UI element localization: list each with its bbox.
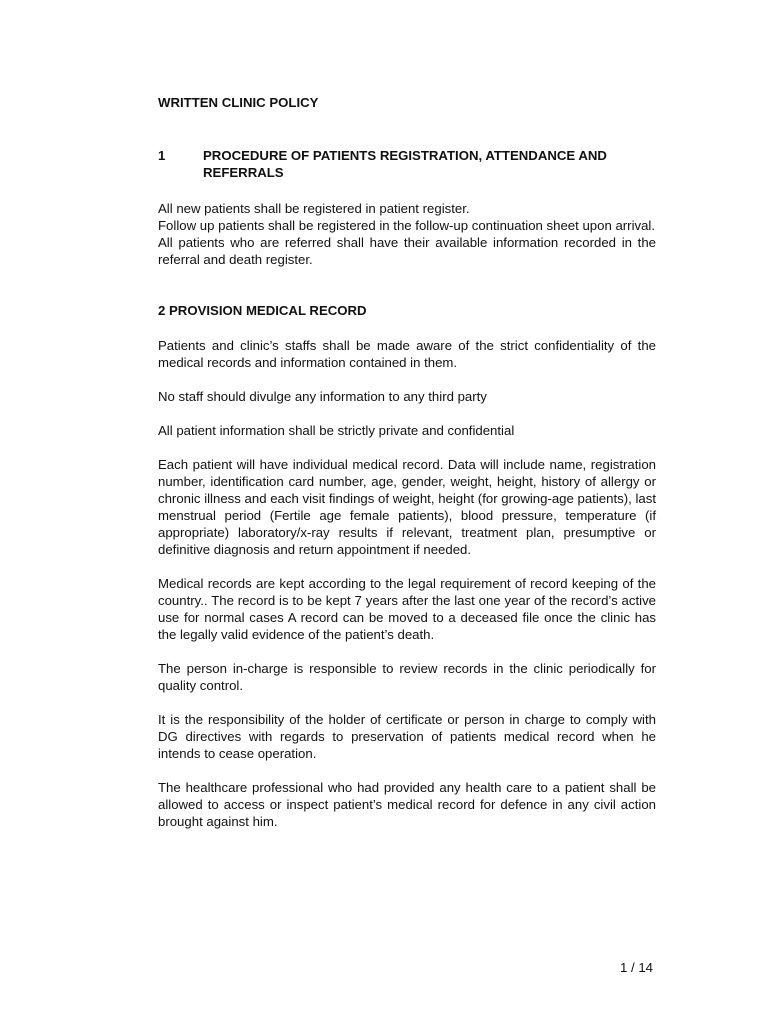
section-2-paragraph: Medical records are kept according to the legal requirement of record keeping of the country.. The record is to be kept 7 years after the last one year of the record’s active use for normal cases A record can be moved to a deceased file once the clinic has the legally valid evidence of the patient’s death. (158, 576, 656, 642)
section-2-paragraph: The person in-charge is responsible to review records in the clinic periodically for quality control. (158, 661, 656, 693)
section-1-line: Follow up patients shall be registered in the follow-up continuation sheet upon arrival. (158, 218, 656, 233)
section-2-body (158, 337, 656, 830)
section-2-paragraph: It is the responsibility of the holder of certificate or person in charge to comply with DG directives with regards to preservation of patients medical record when he intends to cease operation. (158, 712, 656, 761)
section-1-heading (158, 147, 656, 181)
section-1-number: 1 (158, 148, 166, 163)
section-2-paragraph: Each patient will have individual medical record. Data will include name, registration number, identification card number, age, gender, weight, height, history of allergy or chronic illness and each visit findings of weight, height (for growing-age patients), last menstrual period (Fertile age female patients), blood pressure, temperature (if appropriate) laboratory/x-ray results if relevant, treatment plan, presumptive or definitive diagnosis and return appointment if needed. (158, 457, 656, 557)
section-1-line: All new patients shall be registered in patient register. (158, 201, 470, 216)
page-number: 1 / 14 (620, 960, 653, 975)
section-1-line: All patients who are referred shall have their available information recorded in the referral and death register. (158, 235, 656, 267)
section-2-paragraph: Patients and clinic’s staffs shall be made aware of the strict confidentiality of the medical records and information contained in them. (158, 338, 656, 370)
document-title: WRITTEN CLINIC POLICY (158, 95, 319, 110)
section-2-paragraph: The healthcare professional who had provided any health care to a patient shall be allowed to access or inspect patient’s medical record for defence in any civil action brought against him. (158, 780, 656, 829)
section-2-paragraph: All patient information shall be strictly private and confidential (158, 423, 515, 438)
section-1-body (158, 200, 656, 268)
document-body (158, 94, 656, 847)
section-1-title: PROCEDURE OF PATIENTS REGISTRATION, ATTENDANCE AND REFERRALS (203, 148, 607, 180)
section-2-paragraph: No staff should divulge any information to any third party (158, 389, 487, 404)
section-2-heading: 2 PROVISION MEDICAL RECORD (158, 303, 367, 318)
